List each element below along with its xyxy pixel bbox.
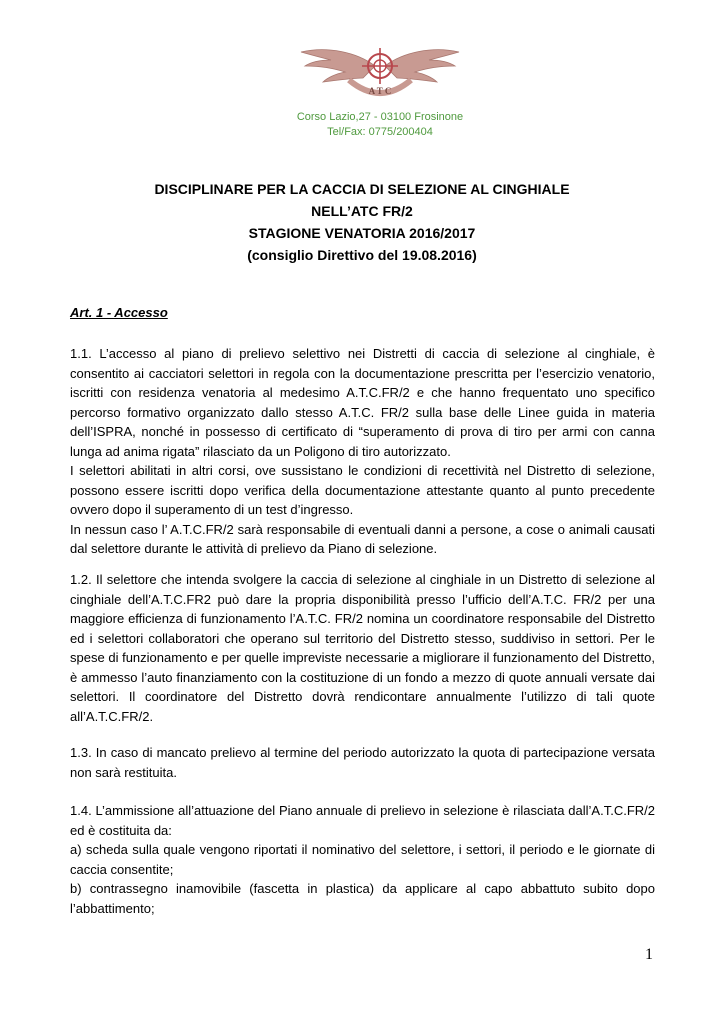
paragraph-1-4 [70,801,655,918]
logo-lettering: A T C [368,86,392,96]
header-phone: Tel/Fax: 0775/200404 [327,126,433,138]
header-address: Corso Lazio,27 - 03100 Frosinone [296,111,464,123]
paragraph-1-4-item-b: b) contrassegno inamovibile (fascetta in plastica) da applicare al capo abbattuto subito dopo l’abbattimento; [70,881,655,916]
atc-logo [297,42,462,104]
title-line-4: (consiglio Direttivo del 19.08.2016) [247,247,477,263]
title-line-2: NELL’ATC FR/2 [311,203,413,219]
paragraph-1-4-item-a: a) scheda sulla quale vengono riportati il nominativo del selettore, i settori, il periodo e le giornate di caccia consentite; [70,842,655,877]
page-number: 1 [645,946,653,963]
paragraph-1-3 [70,743,655,782]
paragraph-1-3-text: 1.3. In caso di mancato prelievo al termine del periodo autorizzato la quota di partecipazione versata non sarà restituita. [70,745,655,780]
paragraph-1-2 [70,570,655,726]
paragraph-1-1-selettori: I selettori abilitati in altri corsi, ove sussistano le condizioni di recettività nel Distretto di selezione, possono essere iscritti dopo verifica della documentazione attestante quanto al punto precedente ovvero dopo il superamento di un test d’ingresso. [70,463,655,517]
paragraph-1-1 [70,344,655,559]
paragraph-1-1-main: 1.1. L’accesso al piano di prelievo selettivo nei Distretti di caccia di selezione al cinghiale, è consentito ai cacciatori selettori in regola con la documentazione prescritta per l’esercizio venatorio, iscritti con residenza venatoria al medesimo A.T.C.FR/2 e che hanno frequentato uno specifico percorso formativo organizzato dallo stesso A.T.C. FR/2 sulla base delle Linee guida in materia dell’ISPRA, nonché in possesso di certificato di “superamento di prova di tiro per armi con canna lunga ad anima rigata” rilasciato da un Poligono di tiro autorizzato. [70,346,655,459]
paragraph-1-4-intro: 1.4. L’ammissione all’attuazione del Piano annuale di prelievo in selezione è rilasciata dall’A.T.C.FR/2 ed è costituita da: [70,803,655,838]
article-heading: Art. 1 - Accesso [70,305,168,320]
paragraph-1-2-text: 1.2. Il selettore che intenda svolgere la caccia di selezione al cinghiale in un Distretto di selezione al cinghiale dell’A.T.C.FR2 può dare la propria disponibilità presso l’ufficio dell’A.T.C. FR/2 per una maggiore efficienza di funzionamento l’A.T.C. FR/2 nomina un coordinatore responsabile del Distretto ed i selettori collaboratori che operano sul territorio del Distretto stesso, suddiviso in settori. Per le spese di funzionamento e per quelle impreviste necessarie a migliorare il funzionamento del Distretto, è ammesso l’auto finanziamento con la costituzione di un fondo a mezzo di quote annuali versate dai selettori. Il coordinatore del Distretto dovrà rendicontare annualmente l’utilizzo di tali quote all’A.T.C.FR/2. [70,572,655,724]
title-line-1: DISCIPLINARE PER LA CACCIA DI SELEZIONE AL CINGHIALE [154,181,570,197]
paragraph-1-1-responsabilita: In nessun caso l’ A.T.C.FR/2 sarà responsabile di eventuali danni a persone, a cose o animali causati dal selettore durante le attività di prelievo da Piano di selezione. [70,521,655,556]
title-line-3: STAGIONE VENATORIA 2016/2017 [248,225,476,241]
